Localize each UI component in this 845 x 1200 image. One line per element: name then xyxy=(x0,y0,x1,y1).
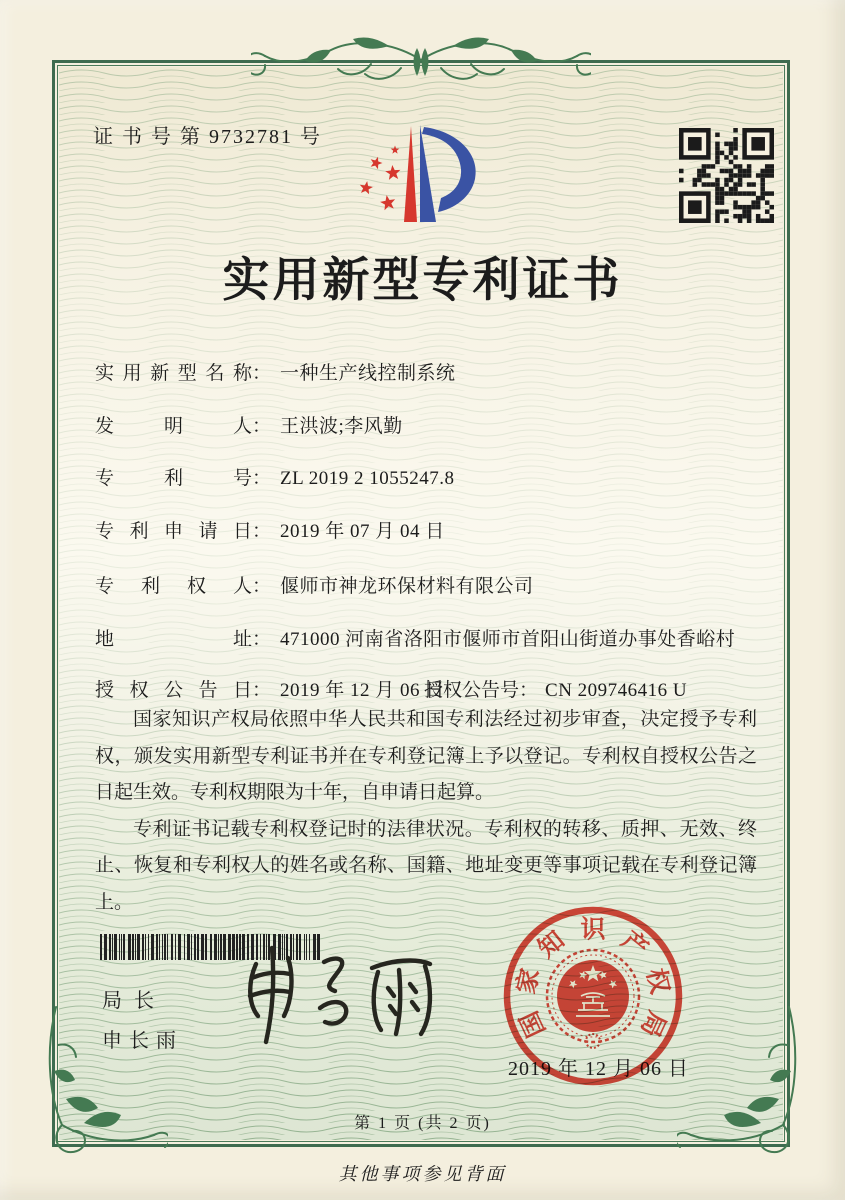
field-value: 2019 年 07 月 04 日 xyxy=(280,521,445,542)
field-label: 专利号 xyxy=(95,468,252,489)
field-value: CN 209746416 U xyxy=(545,680,688,701)
bottom-right-flourish-ornament xyxy=(677,1005,807,1157)
svg-text:家: 家 xyxy=(512,965,545,997)
field-row-patentee xyxy=(95,571,534,598)
field-row-address xyxy=(95,624,735,651)
colon: ： xyxy=(252,521,272,542)
qr-code xyxy=(679,128,774,223)
colon: ： xyxy=(252,680,272,701)
cnipa-seal-icon xyxy=(498,901,688,1091)
seal-date: 2019 年 12 月 06 日 xyxy=(508,1058,689,1080)
field-row-patent-number xyxy=(95,463,455,490)
commissioner-name: 申长雨 xyxy=(102,1030,183,1052)
legal-body-text xyxy=(95,702,757,921)
svg-text:国: 国 xyxy=(515,1006,551,1041)
colon: ： xyxy=(252,576,272,597)
colon: ： xyxy=(519,680,539,701)
colon: ： xyxy=(252,363,272,384)
field-label: 专利权人 xyxy=(95,576,252,597)
field-row-grant-date xyxy=(95,675,688,702)
colon: ： xyxy=(252,629,272,650)
field-grant-number xyxy=(424,675,687,702)
field-value: 471000 河南省洛阳市偃师市首阳山街道办事处香峪村 xyxy=(280,629,736,650)
svg-text:知: 知 xyxy=(533,926,570,964)
certificate-number: 证 书 号 第 9732781 号 xyxy=(93,126,322,148)
cnipa-logo-icon xyxy=(350,112,490,230)
field-label: 地址 xyxy=(95,629,252,650)
colon: ： xyxy=(252,416,272,437)
field-value: ZL 2019 2 1055247.8 xyxy=(280,468,455,489)
back-side-note: 其他事项参见背面 xyxy=(338,1164,507,1184)
field-label: 专利申请日 xyxy=(95,521,252,542)
page-number: 第 1 页 (共 2 页) xyxy=(354,1115,491,1132)
svg-text:产: 产 xyxy=(616,926,653,964)
svg-text:权: 权 xyxy=(641,965,674,997)
field-value: 王洪波;李风勤 xyxy=(280,416,403,437)
field-label: 发明人 xyxy=(95,416,252,437)
field-label: 授权公告号 xyxy=(424,680,520,701)
field-row-invention-name xyxy=(95,358,456,385)
handwritten-signature-icon xyxy=(228,942,443,1047)
field-value: 偃师市神龙环保材料有限公司 xyxy=(280,576,534,597)
svg-text:局: 局 xyxy=(635,1006,671,1041)
field-row-inventor xyxy=(95,411,403,438)
body-paragraph-register: 专利证书记载专利权登记时的法律状况。专利权的转移、质押、无效、终止、恢复和专利权人的姓名或名称、国籍、地址变更等事项记载在专利登记簿上。 xyxy=(95,818,757,913)
bottom-left-flourish-ornament xyxy=(38,1005,168,1157)
certificate-title: 实用新型专利证书 xyxy=(222,255,623,307)
colon: ： xyxy=(252,468,272,489)
field-row-filing-date xyxy=(95,516,445,543)
svg-text:识: 识 xyxy=(580,916,606,944)
commissioner-title: 局长 xyxy=(102,990,166,1012)
field-label: 实用新型名称 xyxy=(95,363,252,384)
top-scrollwork-ornament xyxy=(251,24,591,98)
body-paragraph-grant: 国家知识产权局依照中华人民共和国专利法经过初步审查，决定授予专利权，颁发实用新型专利证书并在专利登记簿上予以登记。专利权自授权公告之日起生效。专利权期限为十年，自申请日起算。 xyxy=(95,709,757,803)
field-value: 一种生产线控制系统 xyxy=(280,363,456,384)
field-value: 2019 年 12 月 06 日 xyxy=(280,680,445,701)
field-label: 授权公告日 xyxy=(95,680,252,701)
